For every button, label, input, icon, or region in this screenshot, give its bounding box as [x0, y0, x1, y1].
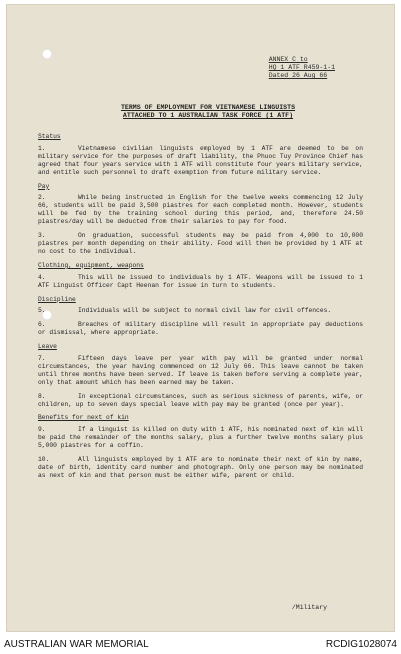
paragraph — [38, 145, 363, 177]
paragraph — [38, 355, 363, 387]
paragraph-text: Individuals will be subject to normal civil law for civil offences. — [78, 307, 332, 315]
section-heading: Discipline — [38, 295, 76, 303]
section-heading: Leave — [38, 343, 57, 351]
paragraph-number: 9. — [38, 426, 46, 434]
section-heading: Benefits for next of kin — [38, 414, 129, 422]
punch-hole-top — [42, 49, 52, 59]
paragraph-number: 7. — [38, 355, 46, 363]
paragraph — [38, 426, 363, 450]
continuation-mark: /Military — [291, 604, 327, 611]
paragraph — [38, 194, 363, 226]
paragraph-number: 3. — [38, 232, 46, 240]
title-line-2: ATTACHED TO 1 AUSTRALIAN TASK FORCE (1 ATF) — [122, 112, 294, 119]
paragraph — [38, 274, 363, 290]
paragraph-text: Vietnamese civilian linguists employed by 1 ATF are deemed to be on military service for the purposes of draft liability, the Phuoc Tuy Province Chief has agreed that four years service with 1 ATF will constitute four years military service, and entitle such personnel to draft exemption from future military service. — [38, 144, 363, 176]
paragraph-text: If a linguist is killed on duty with 1 ATF, his nominated next of kin will be paid the remainder of the months salary, plus a further twelve months salary plus 5,000 piastres for a coffin. — [38, 426, 363, 450]
section-heading: Clothing, equipment, weapons — [38, 261, 144, 269]
title-line-1: TERMS OF EMPLOYMENT FOR VIETNAMESE LINGUISTS — [120, 104, 296, 111]
paragraph-text: All linguists employed by 1 ATF are to nominate their next of kin by name, date of birth, identity card number and photograph. Only one person may be nominated as next of kin and that person must be either wife, parent or child. — [38, 456, 363, 479]
section-heading: Pay — [38, 182, 50, 190]
paragraph-text: This will be issued to individuals by 1 ATF. Weapons will be issued to 1 ATF Linguist Officer Capt Heenan for issue in turn to students. — [38, 273, 363, 289]
paragraph-text: Fifteen days leave per year with pay will be granted under normal circumstances, the year having commenced on 12 July 66. This leave cannot be taken until three months have been served. If leave is taken before serving a complete year, only that amount which has been earned may be taken. — [38, 355, 363, 386]
paragraph-text: In exceptional circumstances, such as serious sickness of parents, wife, or children, up to seven days special leave with pay may be granted (once per year). — [38, 392, 363, 408]
paragraph — [38, 321, 363, 337]
paragraph-number: 4. — [38, 273, 46, 281]
record-id: RCDIG1028074 — [325, 639, 397, 650]
paragraph-text: While being instructed in English for the twelve weeks commencing 12 July 66, students will be paid 3,500 piastres for each completed month. However, students will be fed by the training school during this period, and, therefore 24.50 piastres/day will be deducted from their salaries to pay for food. — [38, 194, 363, 226]
paragraph — [38, 307, 363, 315]
paragraph-text: Breaches of military discipline will result in appropriate pay deductions or dismissal, where appropriate. — [38, 321, 363, 337]
paragraph — [38, 456, 363, 480]
paragraph-number: 6. — [38, 321, 46, 329]
section-heading: Status — [38, 133, 61, 140]
document-title — [78, 104, 338, 120]
archive-name: AUSTRALIAN WAR MEMORIAL — [4, 639, 149, 650]
paragraph-number: 8. — [38, 392, 46, 400]
document-date: Dated 26 Aug 66 — [268, 72, 328, 79]
paragraph-text: On graduation, successful students may be paid from 4,000 to 10,000 piastres per month depending on their ability. Food will then be provided by 1 ATF at no cost to the individual. — [38, 232, 363, 255]
paragraph-number: 1. — [38, 144, 46, 152]
annex-reference — [269, 56, 335, 80]
archive-caption — [0, 636, 401, 654]
paragraph-number: 10. — [38, 456, 50, 464]
paragraph-number: 2. — [38, 194, 46, 202]
paragraph — [38, 232, 363, 256]
annex-label: ANNEX C to — [268, 56, 308, 63]
document-body — [38, 133, 363, 486]
hq-reference: HQ 1 ATF R459-1-1 — [268, 64, 335, 71]
paragraph — [38, 393, 363, 409]
paragraph-number: 5. — [38, 307, 46, 315]
